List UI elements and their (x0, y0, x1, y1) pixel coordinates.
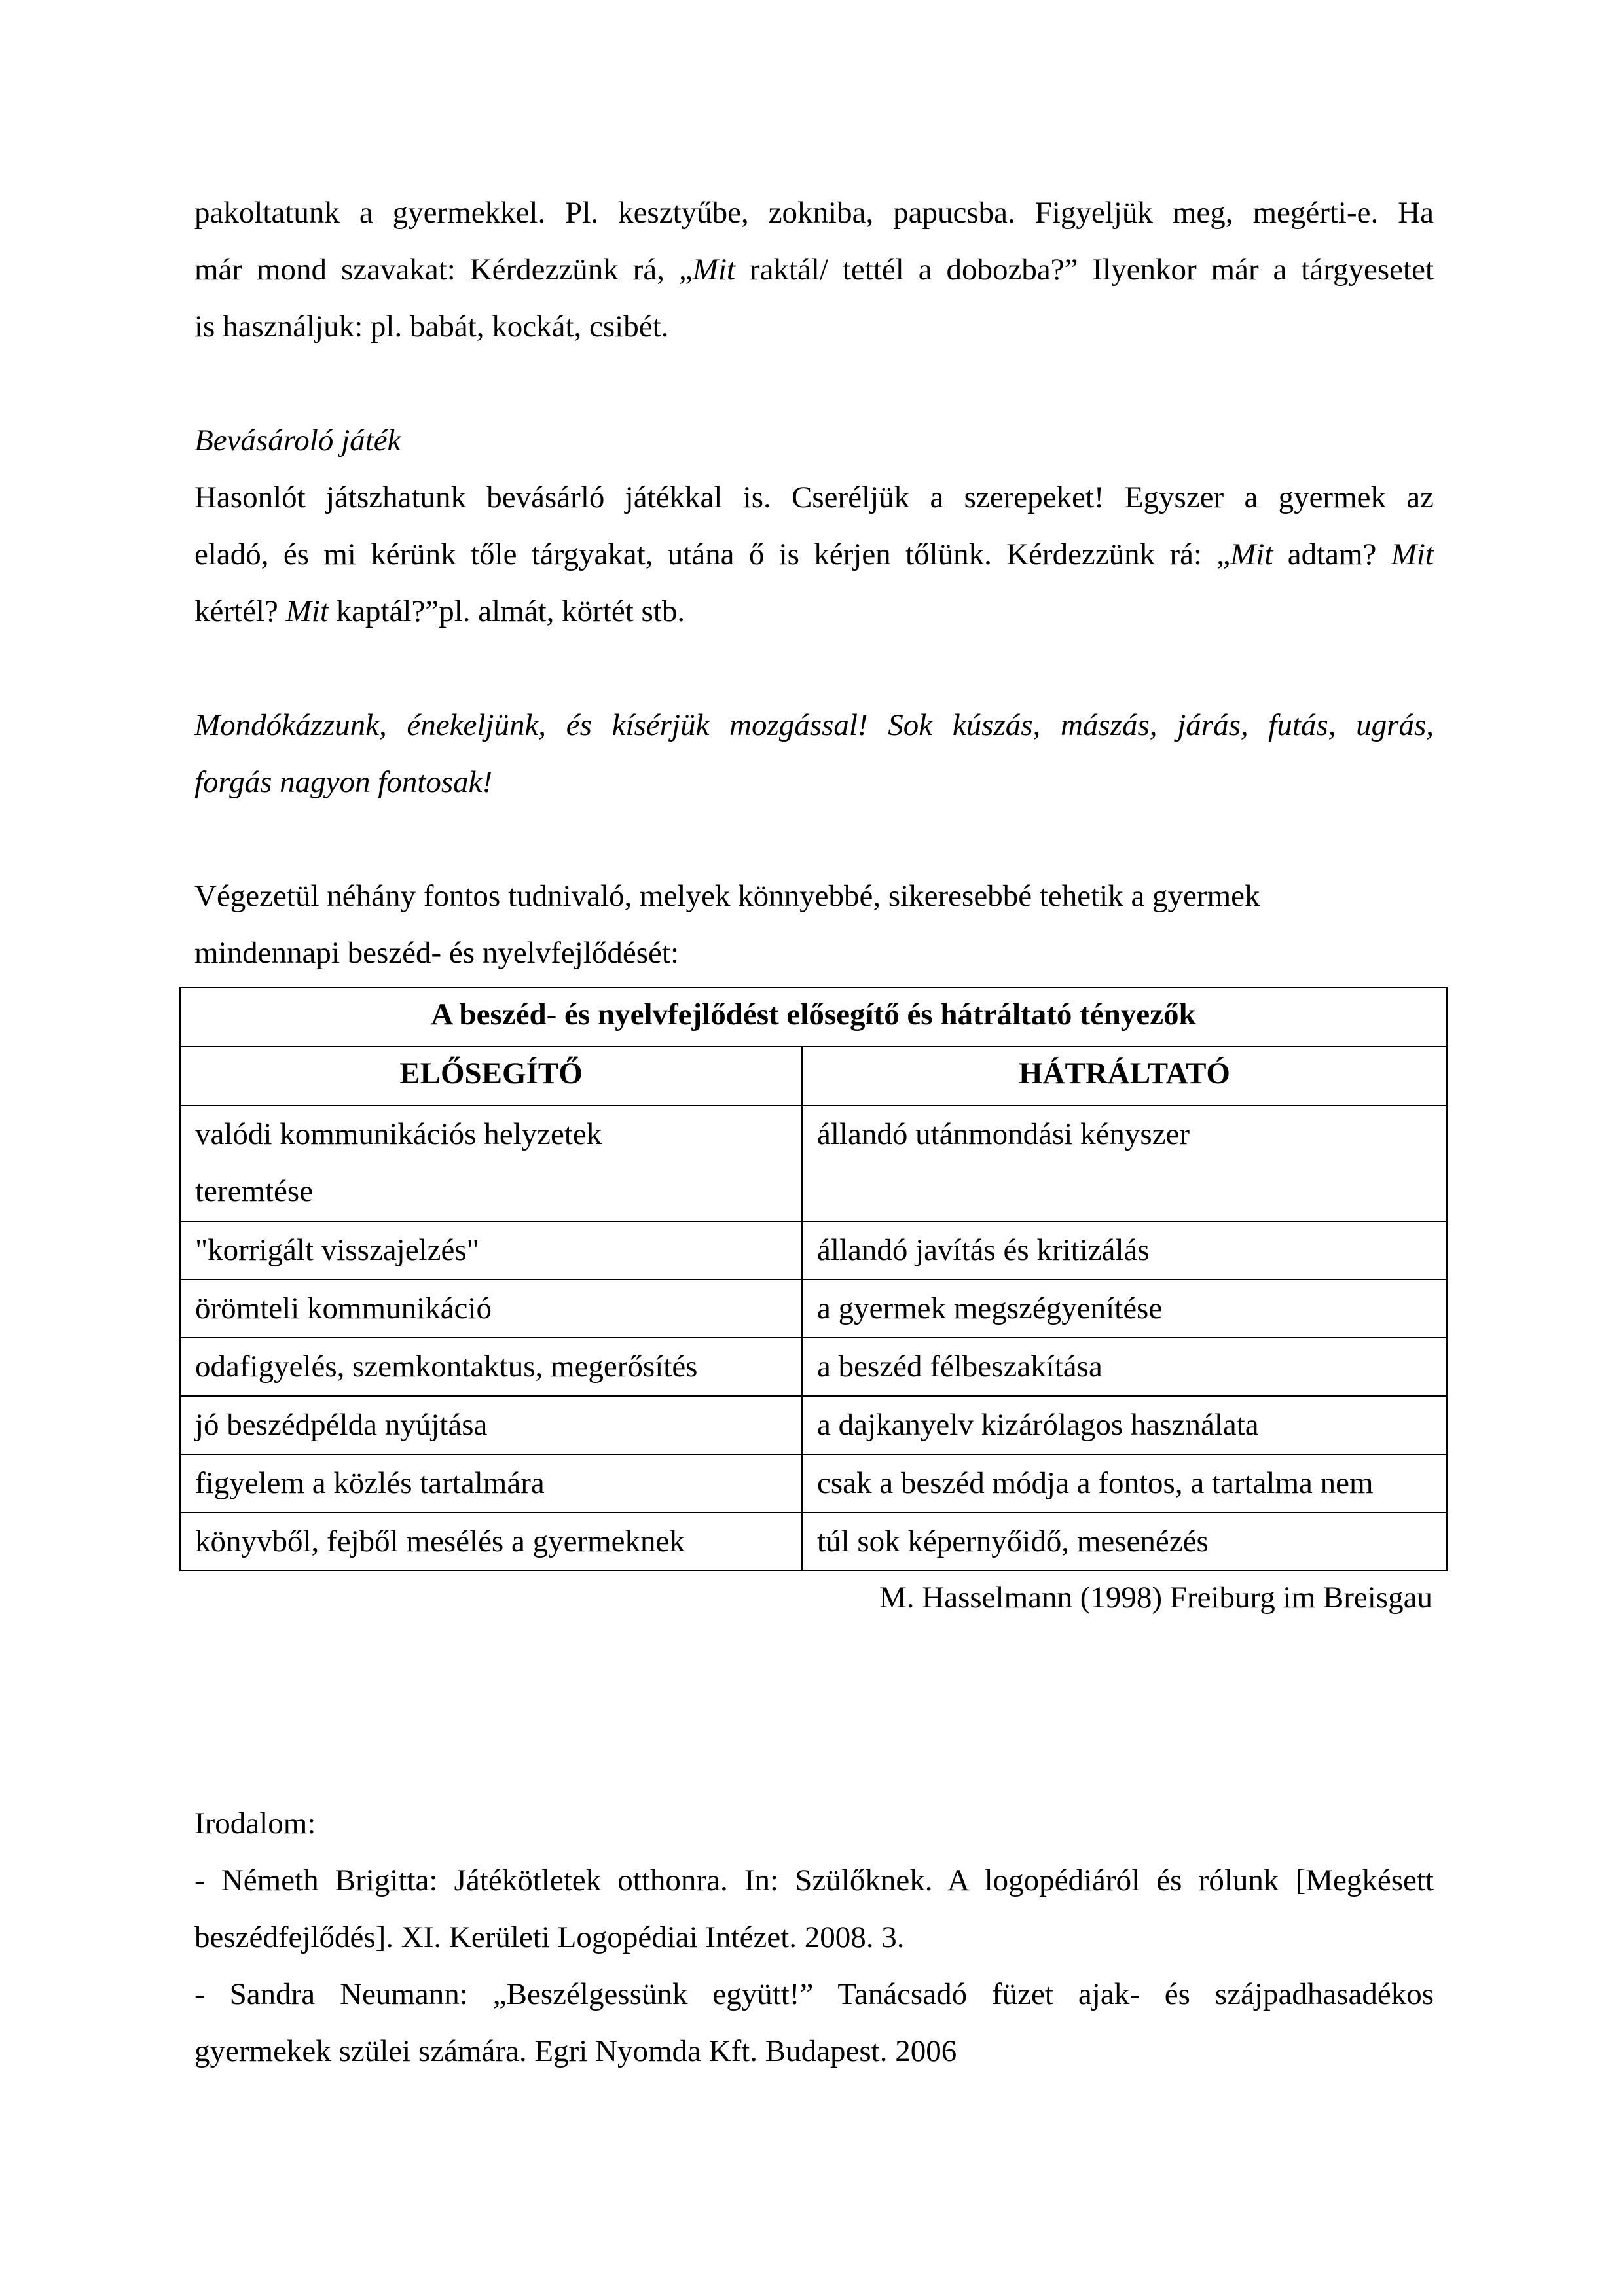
shopping-line-3-post: kaptál?”pl. almát, körtét stb. (328, 594, 685, 628)
table-cell-left-text: valódi kommunikációs helyzetek teremtése (195, 1117, 602, 1208)
table-cell-right: a beszéd félbeszakítása (802, 1338, 1447, 1396)
table-source: M. Hasselmann (1998) Freiburg im Breisgau (879, 1581, 1432, 1615)
table-cell-left: "korrigált visszajelzés" (180, 1221, 802, 1280)
table-row (180, 1454, 1447, 1513)
shopping-heading: Bevásároló játék (194, 423, 401, 457)
table-cell-right: állandó utánmondási kényszer (802, 1105, 1447, 1221)
reference-1-line-2: beszédfejlődés]. XI. Kerületi Logopédiai Intézet. 2008. 3. (194, 1920, 905, 1954)
reference-2-line-1: - Sandra Neumann: „Beszélgessünk együtt!” Tanácsadó füzet ajak- és szájpadhasadékos (194, 1977, 1434, 2011)
intro-line-1: pakoltatunk a gyermekkel. Pl. kesztyűbe, zokniba, papucsba. Figyeljük meg, megérti-e. Ha (194, 196, 1434, 230)
closing-line-1: Végezetül néhány fontos tudnivaló, melyek könnyebbé, sikeresebbé tehetik a gyermek (194, 879, 1260, 913)
shopping-line-3 (194, 583, 1434, 640)
table-row (180, 1280, 1447, 1338)
shopping-line-3-pre: kértél? (194, 594, 286, 628)
table-row (180, 1338, 1447, 1396)
shopping-line-3-italic: Mit (285, 594, 329, 628)
rhymes-line-2: forgás nagyon fontosak! (194, 765, 493, 799)
table-title: A beszéd- és nyelvfejlődést elősegítő és hátráltató tényezők (180, 988, 1447, 1047)
intro-line-2-italic: Mit (692, 253, 735, 287)
table-cell-left (180, 1105, 802, 1221)
references-heading: Irodalom: (194, 1806, 316, 1840)
intro-line-3: is használjuk: pl. babát, kockát, csibét. (194, 310, 669, 344)
shopping-line-2-pre: eladó, és mi kérünk tőle tárgyakat, utána ő is kérjen tőlünk. Kérdezzünk rá: „ (194, 537, 1231, 571)
table-cell-right: a gyermek megszégyenítése (802, 1280, 1447, 1338)
closing-line-2: mindennapi beszéd- és nyelvfejlődését: (194, 936, 679, 970)
table-cell-left: odafigyelés, szemkontaktus, megerősítés (180, 1338, 802, 1396)
shopping-line-2 (194, 526, 1434, 583)
table-header-left: ELŐSEGÍTŐ (180, 1047, 802, 1105)
table-cell-left: jó beszédpélda nyújtása (180, 1396, 802, 1454)
shopping-line-2-italic-1: Mit (1230, 537, 1273, 571)
table-row (180, 1221, 1447, 1280)
table-cell-left: figyelem a közlés tartalmára (180, 1454, 802, 1513)
shopping-line-1: Hasonlót játszhatunk bevásárló játékkal is. Cseréljük a szerepeket! Egyszer a gyermek az (194, 480, 1434, 514)
table-row (180, 1513, 1447, 1571)
table-cell-right: állandó javítás és kritizálás (802, 1221, 1447, 1280)
shopping-line-2-mid: adtam? (1273, 537, 1391, 571)
intro-line-2-pre: már mond szavakat: Kérdezzünk rá, „ (194, 253, 693, 287)
table-header-right: HÁTRÁLTATÓ (802, 1047, 1447, 1105)
reference-2-line-2: gyermekek szülei számára. Egri Nyomda Kft. Budapest. 2006 (194, 2034, 957, 2068)
rhymes-line-1: Mondókázzunk, énekeljünk, és kísérjük mozgással! Sok kúszás, mászás, járás, futás, ugrás, (194, 708, 1434, 742)
table-cell-right: a dajkanyelv kizárólagos használata (802, 1396, 1447, 1454)
table-cell-right: túl sok képernyőidő, mesenézés (802, 1513, 1447, 1571)
intro-line-2 (194, 242, 1434, 298)
table-cell-left: örömteli kommunikáció (180, 1280, 802, 1338)
table-row (180, 1105, 1447, 1221)
reference-1-line-1: - Németh Brigitta: Játékötletek otthonra. In: Szülőknek. A logopédiáról és rólunk [Megkésett (194, 1863, 1434, 1897)
shopping-line-2-italic-2: Mit (1391, 537, 1434, 571)
table-cell-left: könyvből, fejből mesélés a gyermeknek (180, 1513, 802, 1571)
intro-line-2-post: raktál/ tettél a dobozba?” Ilyenkor már a tárgyesetet (735, 253, 1434, 287)
factors-table (179, 987, 1448, 1571)
table-cell-right: csak a beszéd módja a fontos, a tartalma nem (802, 1454, 1447, 1513)
table-row (180, 1396, 1447, 1454)
